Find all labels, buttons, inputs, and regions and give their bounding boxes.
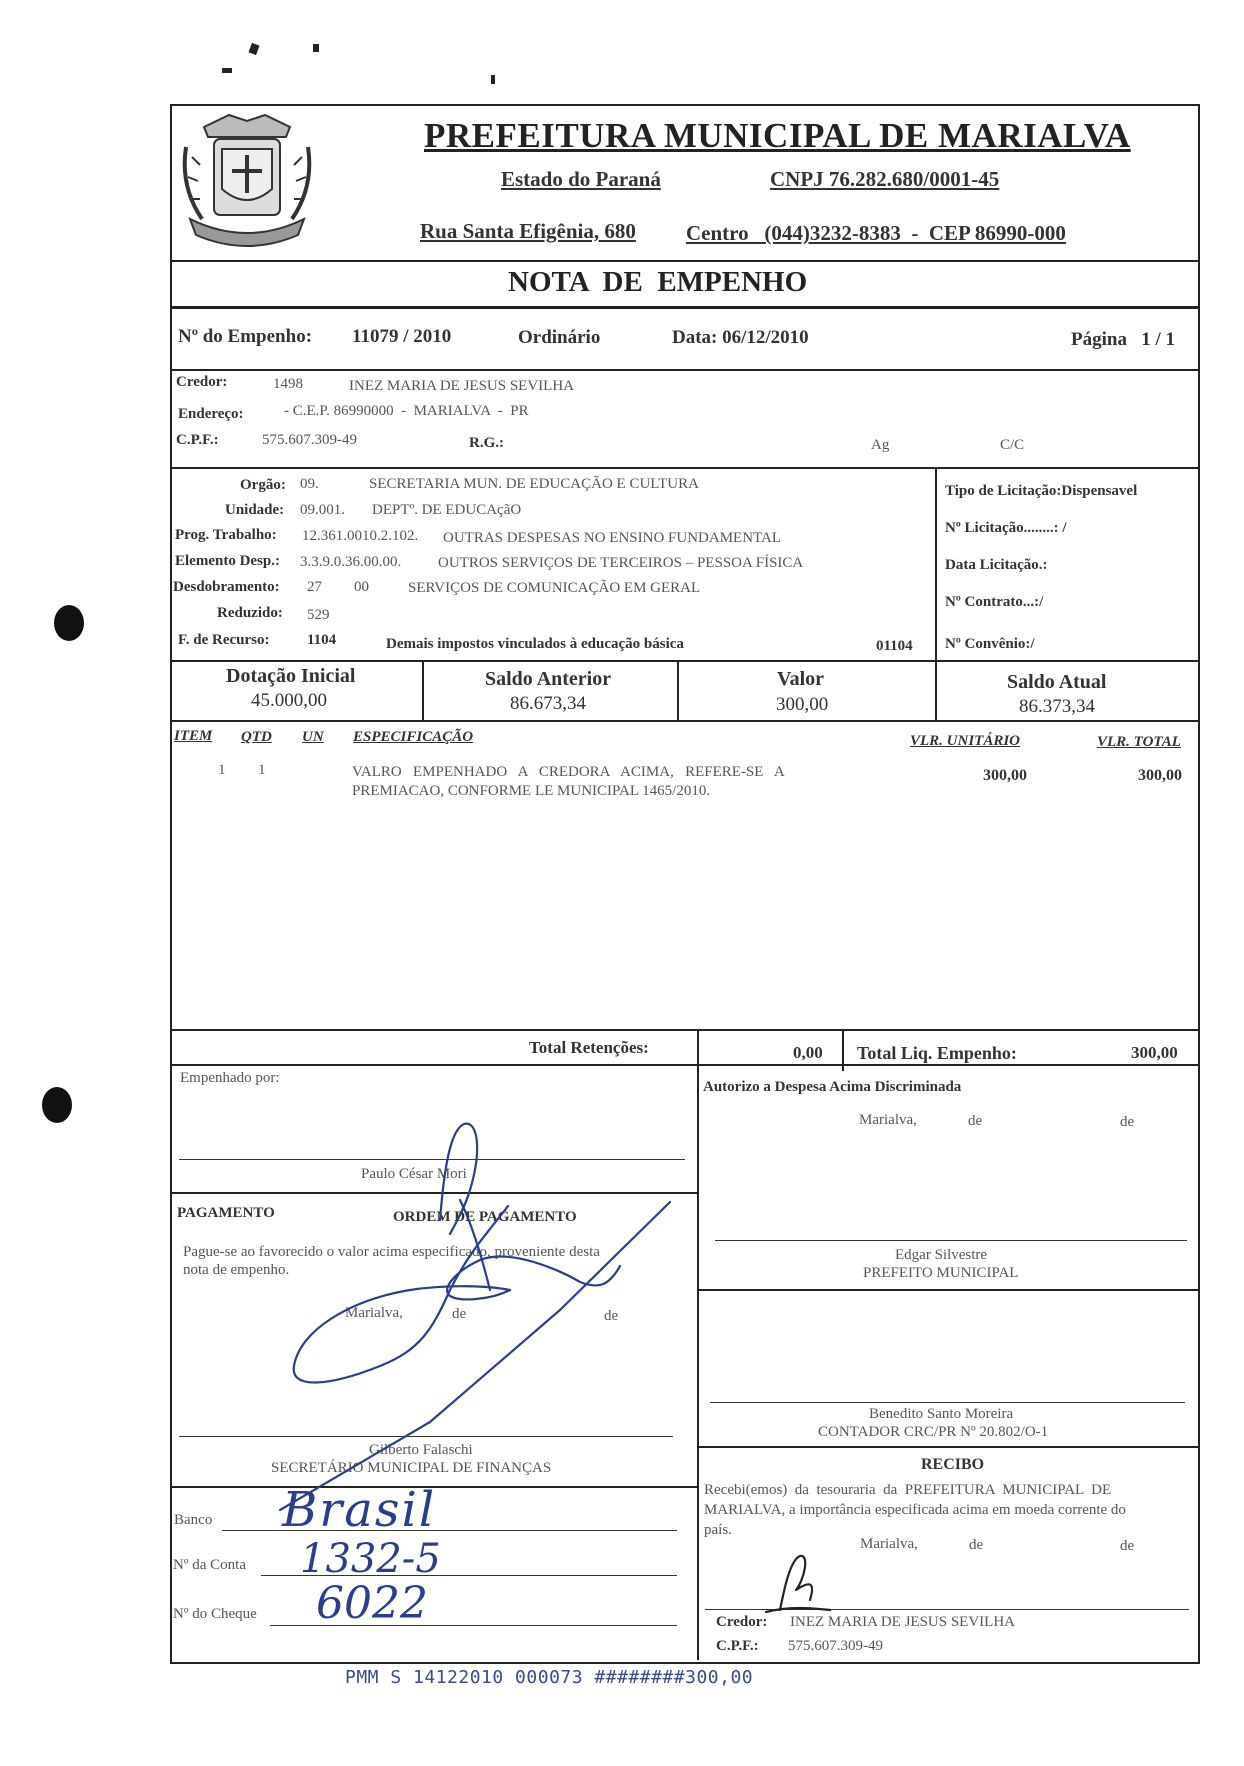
unidade-desc: DEPTº. DE EDUCAçãO bbox=[372, 502, 522, 518]
recibo-text-line2: MARIALVA, a importância especificada acima em moeda corrente do bbox=[704, 1502, 1126, 1518]
punch-hole-bottom bbox=[42, 1087, 72, 1123]
divider bbox=[935, 467, 937, 662]
dotacao-inicial-value: 45.000,00 bbox=[251, 690, 327, 711]
secretario-nome: Gilberto Falaschi bbox=[369, 1442, 473, 1458]
credor-cpf: 575.607.309-49 bbox=[262, 432, 357, 448]
autorizo-text: Autorizo a Despesa Acima Discriminada bbox=[703, 1079, 962, 1095]
divider bbox=[697, 1289, 1198, 1291]
municipal-coat-of-arms-icon bbox=[174, 107, 320, 257]
empenho-number: 11079 / 2010 bbox=[352, 326, 452, 347]
credor-name: INEZ MARIA DE JESUS SEVILHA bbox=[349, 378, 574, 394]
divider bbox=[170, 660, 1198, 662]
credor-address: - C.E.P. 86990000 - MARIALVA - PR bbox=[284, 403, 529, 419]
scan-mark bbox=[249, 43, 260, 55]
recibo-credor-label: Credor: bbox=[716, 1614, 768, 1630]
pagamento-de1: de bbox=[452, 1306, 467, 1322]
address-street: Rua Santa Efigênia, 680 bbox=[420, 219, 636, 243]
conta-label: Nº da Conta bbox=[173, 1557, 246, 1573]
prefeito-nome: Edgar Silvestre bbox=[895, 1247, 988, 1263]
valor-value: 300,00 bbox=[776, 694, 829, 715]
convenio-number: Nº Convênio:/ bbox=[945, 636, 1035, 652]
table-row-espec-line2: PREMIACAO, CONFORME LE MUNICIPAL 1465/2010. bbox=[352, 783, 711, 799]
ordem-pagamento-title: ORDEM DE PAGAMENTO bbox=[393, 1209, 577, 1225]
empenhado-nome: Paulo César Mori bbox=[361, 1166, 467, 1182]
banco-label: Banco bbox=[174, 1512, 213, 1528]
recurso-desc: Demais impostos vinculados à educação básica bbox=[386, 636, 684, 652]
recibo-de1: de bbox=[969, 1537, 984, 1553]
licitacao-type: Tipo de Licitação:Dispensavel bbox=[945, 483, 1138, 499]
recurso-code: 1104 bbox=[307, 632, 337, 648]
elemento-label: Elemento Desp.: bbox=[175, 553, 280, 569]
credor-code: 1498 bbox=[273, 376, 303, 392]
saldo-anterior-label: Saldo Anterior bbox=[485, 668, 612, 690]
recibo-text-line3: país. bbox=[704, 1522, 732, 1538]
address-rest: Centro (044)3232-8383 - CEP 86990-000 bbox=[686, 221, 1066, 245]
empenhado-label: Empenhado por: bbox=[180, 1070, 280, 1086]
divider bbox=[422, 660, 424, 720]
reduzido-value: 529 bbox=[307, 607, 330, 623]
pagamento-text-line2: nota de empenho. bbox=[183, 1262, 290, 1278]
signature-credor bbox=[760, 1550, 840, 1620]
unidade-label: Unidade: bbox=[225, 502, 285, 518]
document-title: NOTA DE EMPENHO bbox=[508, 266, 808, 298]
signature-gilberto-falaschi bbox=[260, 1190, 680, 1520]
table-row-vlr-unit: 300,00 bbox=[983, 767, 1027, 784]
state-name: Estado do Paraná bbox=[501, 167, 661, 191]
divider bbox=[677, 660, 679, 720]
orgao-desc: SECRETARIA MUN. DE EDUCAÇÃO E CULTURA bbox=[369, 476, 699, 492]
prog-desc: OUTRAS DESPESAS NO ENSINO FUNDAMENTAL bbox=[443, 530, 781, 546]
autorizo-de1: de bbox=[968, 1113, 983, 1129]
table-row-qtd: 1 bbox=[258, 762, 266, 778]
scan-mark bbox=[313, 44, 319, 52]
prog-label: Prog. Trabalho: bbox=[175, 527, 277, 543]
cnpj: CNPJ 76.282.680/0001-45 bbox=[770, 167, 1000, 191]
col-item-header: ITEM bbox=[174, 728, 213, 744]
col-espec-header: ESPECIFICAÇÃO bbox=[353, 729, 474, 745]
cc-label: C/C bbox=[1000, 437, 1025, 453]
orgao-code: 09. bbox=[300, 476, 319, 492]
cheque-handwritten: 6022 bbox=[316, 1578, 428, 1629]
punch-hole-top bbox=[54, 605, 84, 641]
recibo-local: Marialva, bbox=[860, 1536, 918, 1552]
prefeito-cargo: PREFEITO MUNICIPAL bbox=[863, 1265, 1019, 1281]
desdobramento-desc: SERVIÇOS DE COMUNICAÇÃO EM GERAL bbox=[408, 580, 701, 596]
saldo-anterior-value: 86.673,34 bbox=[510, 693, 586, 714]
empenho-date: Data: 06/12/2010 bbox=[672, 327, 809, 348]
endereco-label: Endereço: bbox=[178, 406, 244, 422]
pagamento-label: PAGAMENTO bbox=[177, 1205, 275, 1221]
col-qtd-header: QTD bbox=[241, 729, 272, 745]
divider bbox=[170, 720, 1198, 722]
table-row-espec-line1: VALRO EMPENHADO A CREDORA ACIMA, REFERE-SE A bbox=[352, 764, 785, 780]
divider bbox=[170, 467, 1198, 469]
saldo-atual-label: Saldo Atual bbox=[1007, 671, 1107, 693]
table-row-vlr-total: 300,00 bbox=[1138, 767, 1182, 784]
unidade-code: 09.001. bbox=[300, 502, 345, 518]
recibo-cpf-label: C.P.F.: bbox=[716, 1638, 759, 1654]
page-title: PREFEITURA MUNICIPAL DE MARIALVA bbox=[424, 116, 1131, 155]
licitacao-number: Nº Licitação........: / bbox=[945, 520, 1067, 536]
payment-stamp: PMM S 14122010 000073 ########300,00 bbox=[345, 1667, 754, 1688]
elemento-code: 3.3.9.0.36.00.00. bbox=[300, 554, 402, 570]
cheque-label: Nº do Cheque bbox=[173, 1606, 257, 1622]
divider bbox=[697, 1064, 699, 1660]
total-retencoes-label: Total Retenções: bbox=[529, 1038, 649, 1057]
signature-line bbox=[710, 1402, 1185, 1403]
divider bbox=[697, 1446, 1198, 1448]
scan-mark bbox=[491, 75, 495, 84]
recurso-number: 01104 bbox=[876, 638, 913, 654]
pagamento-de2: de bbox=[604, 1308, 619, 1324]
pagamento-local: Marialva, bbox=[345, 1305, 403, 1321]
recibo-cpf: 575.607.309-49 bbox=[788, 1638, 883, 1654]
total-liquido-value: 300,00 bbox=[1131, 1043, 1178, 1062]
recibo-credor-name: INEZ MARIA DE JESUS SEVILHA bbox=[790, 1614, 1015, 1630]
banco-handwritten: Brasil bbox=[282, 1482, 437, 1538]
recibo-title: RECIBO bbox=[921, 1456, 985, 1473]
saldo-atual-value: 86.373,34 bbox=[1019, 696, 1095, 717]
total-retencoes-value: 0,00 bbox=[793, 1043, 823, 1062]
divider bbox=[170, 260, 1198, 262]
recibo-de2: de bbox=[1120, 1538, 1135, 1554]
autorizo-de2: de bbox=[1120, 1114, 1135, 1130]
pagamento-text-line1: Pague-se ao favorecido o valor acima especificado, proveniente desta bbox=[183, 1244, 600, 1260]
divider bbox=[935, 660, 937, 720]
page-number: Página 1 / 1 bbox=[1071, 329, 1175, 350]
rg-label: R.G.: bbox=[469, 435, 504, 451]
licitacao-date: Data Licitação.: bbox=[945, 557, 1048, 573]
conta-handwritten: 1332-5 bbox=[300, 1536, 441, 1582]
recurso-label: F. de Recurso: bbox=[178, 632, 270, 648]
desdobramento-code: 27 bbox=[307, 579, 322, 595]
divider bbox=[170, 1064, 1198, 1066]
ag-label: Ag bbox=[871, 437, 890, 453]
reduzido-label: Reduzido: bbox=[217, 605, 283, 621]
scan-mark bbox=[222, 68, 232, 73]
empenho-number-label: Nº do Empenho: bbox=[178, 326, 313, 347]
cpf-label: C.P.F.: bbox=[176, 432, 219, 448]
autorizo-local: Marialva, bbox=[859, 1112, 917, 1128]
dotacao-inicial-label: Dotação Inicial bbox=[226, 665, 356, 687]
signature-line bbox=[715, 1240, 1187, 1241]
contador-cargo: CONTADOR CRC/PR Nº 20.802/O-1 bbox=[818, 1424, 1049, 1440]
recibo-text-line1: Recebi(emos) da tesouraria da PREFEITURA MUNICIPAL DE bbox=[704, 1482, 1112, 1498]
col-un-header: UN bbox=[302, 729, 324, 745]
divider bbox=[170, 369, 1198, 371]
contrato-number: Nº Contrato...:/ bbox=[945, 594, 1044, 610]
col-vlr-unit-header: VLR. UNITÁRIO bbox=[910, 733, 1021, 749]
secretario-cargo: SECRETÁRIO MUNICIPAL DE FINANÇAS bbox=[271, 1460, 552, 1476]
desdobramento-code2: 00 bbox=[354, 579, 369, 595]
prog-code: 12.361.0010.2.102. bbox=[302, 528, 419, 544]
contador-nome: Benedito Santo Moreira bbox=[869, 1406, 1014, 1422]
elemento-desc: OUTROS SERVIÇOS DE TERCEIROS – PESSOA FÍSICA bbox=[438, 555, 804, 571]
col-vlr-total-header: VLR. TOTAL bbox=[1097, 734, 1181, 750]
valor-label: Valor bbox=[777, 668, 825, 690]
orgao-label: Orgão: bbox=[240, 477, 286, 493]
empenho-type: Ordinário bbox=[518, 327, 601, 348]
divider bbox=[170, 1029, 1198, 1031]
table-row-item: 1 bbox=[218, 762, 226, 778]
credor-label: Credor: bbox=[176, 374, 228, 390]
desdobramento-label: Desdobramento: bbox=[173, 579, 280, 595]
divider bbox=[170, 306, 1198, 309]
total-liquido-label: Total Liq. Empenho: bbox=[857, 1043, 1017, 1063]
